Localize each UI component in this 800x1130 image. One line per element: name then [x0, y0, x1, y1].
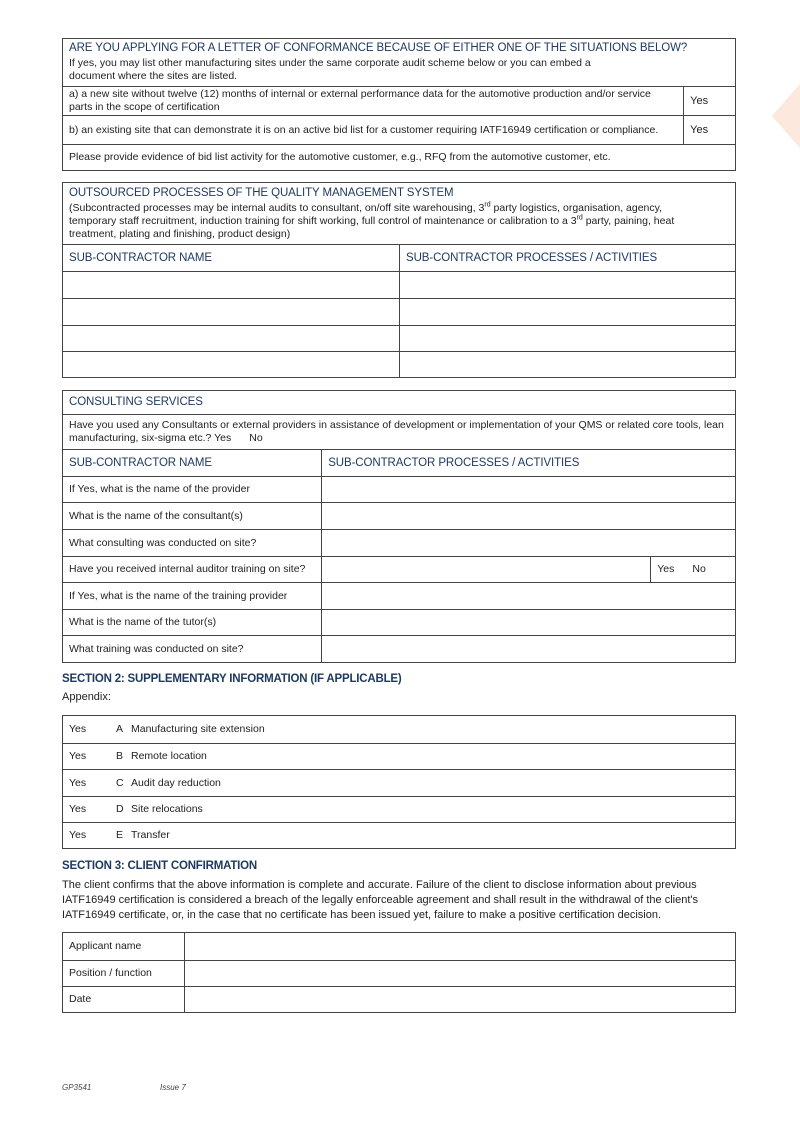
appendix-e-letter: E	[116, 829, 124, 841]
training-onsite-field[interactable]	[321, 636, 735, 662]
consulting-no-option[interactable]: No	[249, 432, 263, 444]
list-item	[63, 769, 735, 796]
provider-name-field[interactable]	[321, 477, 735, 502]
position-field[interactable]	[184, 961, 735, 986]
section-3-heading: SECTION 3: CLIENT CONFIRMATION	[62, 860, 258, 872]
subcontractor-processes-field[interactable]	[399, 352, 735, 377]
subcontractor-processes-field[interactable]	[399, 299, 735, 325]
appendix-table	[62, 715, 736, 849]
list-item	[63, 716, 735, 743]
appendix-d-label: Site relocations	[131, 803, 203, 815]
consulting-onsite-field[interactable]	[321, 530, 735, 556]
subcontractor-name-field[interactable]	[63, 352, 399, 377]
option-a-text: a) a new site without twelve (12) months of internal or external performance data for the automotive production and/or service parts in the scope of certification	[69, 88, 651, 113]
auditor-training-no[interactable]: No	[692, 563, 706, 575]
position-label: Position / function	[69, 967, 152, 979]
auditor-training-yes[interactable]: Yes	[657, 563, 675, 575]
appendix-a-yes[interactable]: Yes	[69, 723, 87, 735]
consultant-name-label: What is the name of the consultant(s)	[69, 509, 243, 522]
auditor-training-label: Have you received internal auditor training on site?	[69, 563, 306, 575]
table-row	[63, 298, 735, 325]
consulting-question: Have you used any Consultants or external providers in assistance of development or implementation of your QMS or related core tools, lean manufacturing, six-sigma etc.? Yes	[69, 419, 724, 444]
outsourced-description: (Subcontracted processes may be internal audits to consultant, on/off site warehousing, 3rd party logistics, organisation, agency, temporary staff recruitment, induction training for shift working, full control of maintenance or calibration to a 3rd party, paining, heat treatment, plating and finishing, product design)	[69, 201, 675, 240]
outsourced-processes-table	[62, 182, 736, 378]
subcontractor-name-field[interactable]	[63, 272, 399, 298]
subcontractor-processes-field[interactable]	[399, 326, 735, 351]
doc-code: GP3541	[62, 1083, 92, 1092]
table-row	[63, 502, 735, 529]
subcontractor-processes-field[interactable]	[399, 272, 735, 298]
appendix-c-letter: C	[116, 776, 124, 789]
appendix-label: Appendix:	[62, 691, 111, 703]
issue-number: Issue 7	[160, 1083, 186, 1092]
table-row	[63, 325, 735, 351]
table-row	[63, 933, 735, 960]
appendix-b-yes[interactable]: Yes	[69, 750, 87, 762]
appendix-c-label: Audit day reduction	[131, 776, 221, 789]
appendix-b-label: Remote location	[131, 750, 207, 762]
evidence-note: Please provide evidence of bid list activity for the automotive customer, e.g., RFQ from the automotive customer, etc.	[69, 151, 611, 163]
consulting-title: CONSULTING SERVICES	[69, 396, 203, 408]
letter-of-conformance-table	[62, 38, 736, 171]
appendix-c-yes[interactable]: Yes	[69, 776, 87, 789]
appendix-d-letter: D	[116, 803, 124, 815]
consulting-col-name: SUB-CONTRACTOR NAME	[69, 456, 212, 469]
section-2-heading: SECTION 2: SUPPLEMENTARY INFORMATION (IF APPLICABLE)	[62, 673, 402, 685]
option-b-yes-checkbox[interactable]: Yes	[683, 116, 735, 144]
appendix-a-letter: A	[116, 723, 124, 735]
outsourced-col-processes: SUB-CONTRACTOR PROCESSES / ACTIVITIES	[399, 245, 735, 271]
consulting-col-processes: SUB-CONTRACTOR PROCESSES / ACTIVITIES	[321, 450, 735, 476]
appendix-d-yes[interactable]: Yes	[69, 803, 87, 815]
table-row	[63, 271, 735, 298]
consulting-onsite-label: What consulting was conducted on site?	[69, 536, 257, 549]
applicant-table	[62, 932, 736, 1013]
tutor-name-label: What is the name of the tutor(s)	[69, 616, 217, 628]
consulting-services-table	[62, 390, 736, 663]
letter-section-intro: If yes, you may list other manufacturing sites under the same corporate audit scheme below or you can embed a document where the sites are listed.	[69, 57, 591, 82]
table-row	[63, 556, 735, 582]
option-b-text: b) an existing site that can demonstrate it is on an active bid list for a customer requiring IATF16949 certification or compliance.	[69, 123, 659, 136]
table-row	[63, 582, 735, 609]
table-row	[63, 609, 735, 635]
letter-section-title: ARE YOU APPLYING FOR A LETTER OF CONFORMANCE BECAUSE OF EITHER ONE OF THE SITUATIONS BELOW?	[69, 42, 688, 54]
corner-decoration	[772, 84, 800, 148]
training-provider-label: If Yes, what is the name of the training provider	[69, 589, 288, 602]
table-row	[63, 351, 735, 377]
subcontractor-name-field[interactable]	[63, 326, 399, 351]
table-row	[63, 635, 735, 662]
table-row	[63, 476, 735, 502]
date-label: Date	[69, 993, 92, 1005]
appendix-e-label: Transfer	[131, 829, 170, 841]
appendix-a-label: Manufacturing site extension	[131, 723, 265, 735]
client-confirmation-text: The client confirms that the above information is complete and accurate. Failure of the client to disclose information about previous IATF16949 certification is considered a breach of the legally enforceable agreement and shall result in the withdrawal of the client's IATF16949 certificate, or, in the case that no certificate has been issued yet, failure to make a positive certification decision.	[62, 879, 698, 921]
option-a-yes-checkbox[interactable]: Yes	[683, 87, 735, 115]
table-row	[63, 529, 735, 556]
tutor-name-field[interactable]	[321, 610, 735, 635]
list-item	[63, 822, 735, 848]
training-provider-field[interactable]	[321, 583, 735, 609]
applicant-name-field[interactable]	[184, 933, 735, 960]
appendix-b-letter: B	[116, 750, 124, 762]
table-row	[63, 960, 735, 986]
date-field[interactable]	[184, 987, 735, 1012]
outsourced-title: OUTSOURCED PROCESSES OF THE QUALITY MANAGEMENT SYSTEM	[69, 186, 454, 199]
list-item	[63, 796, 735, 822]
subcontractor-name-field[interactable]	[63, 299, 399, 325]
appendix-e-yes[interactable]: Yes	[69, 829, 87, 841]
outsourced-col-name: SUB-CONTRACTOR NAME	[69, 251, 212, 264]
applicant-name-label: Applicant name	[69, 940, 142, 952]
table-row	[63, 986, 735, 1012]
training-onsite-label: What training was conducted on site?	[69, 642, 244, 655]
list-item	[63, 743, 735, 769]
auditor-training-field[interactable]	[321, 557, 650, 582]
provider-name-label: If Yes, what is the name of the provider	[69, 483, 250, 495]
consultant-name-field[interactable]	[321, 503, 735, 529]
